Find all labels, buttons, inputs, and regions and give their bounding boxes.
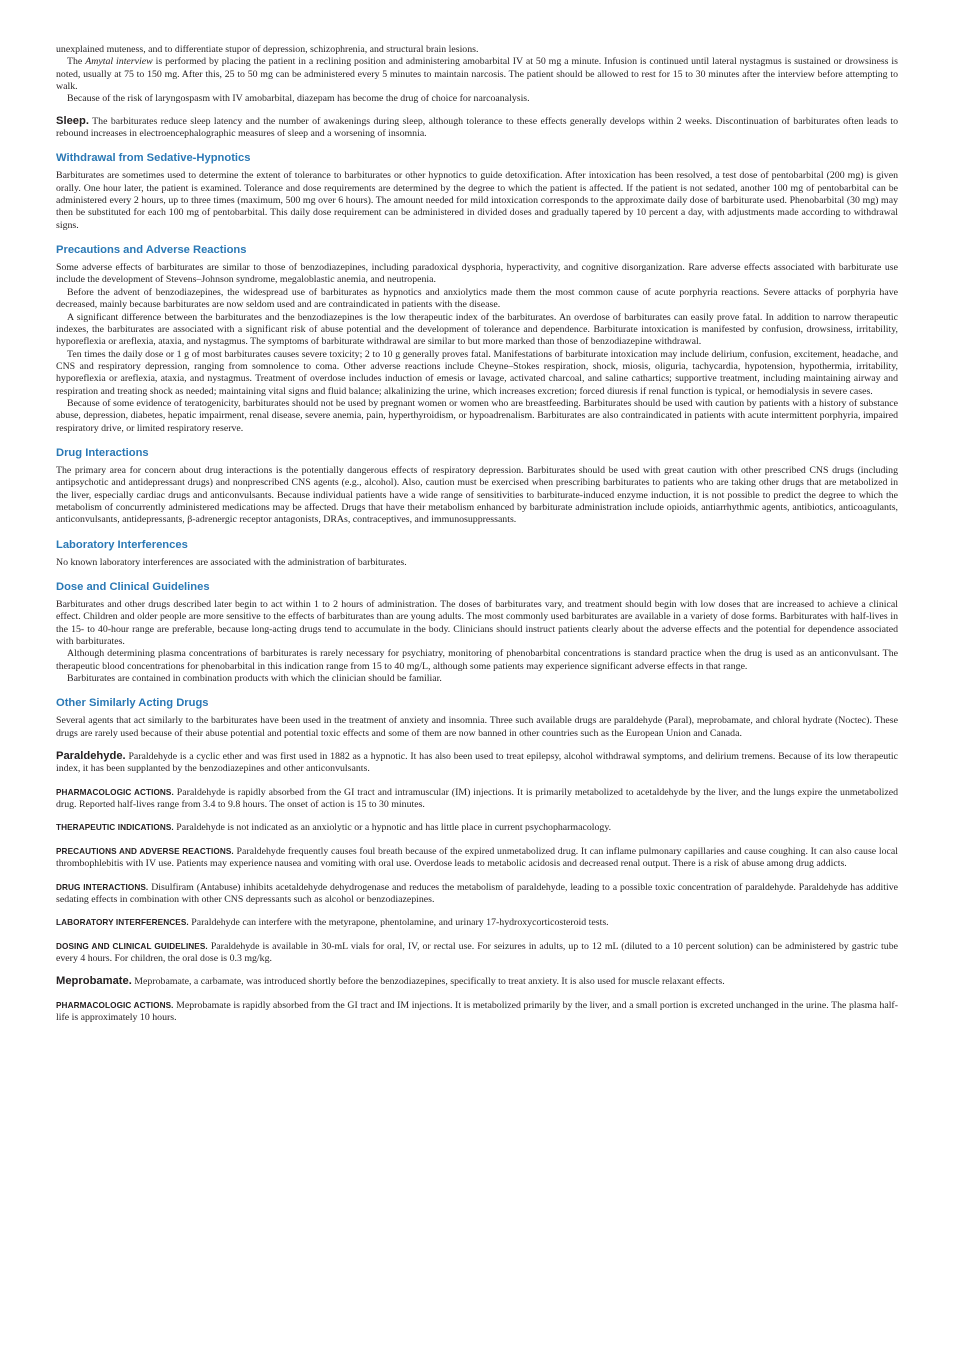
subheading: PRECAUTIONS AND ADVERSE REACTIONS. bbox=[56, 846, 234, 856]
run-in-heading-sleep: Sleep. bbox=[56, 114, 89, 127]
paragraph: Although determining plasma concentrations of barbiturates is rarely necessary for psychiatry, monitoring of phenobarbital concentrations is standard practice when the drug is used as an anticonvulsant. The therapeutic blood concentrations for phenobarbital in this indication range from 15 to 40 mg/L, although some patients may experience significant adverse effects in that range. bbox=[56, 648, 898, 672]
section-heading-drug-interactions: Drug Interactions bbox=[56, 446, 149, 459]
paraldehyde-drug-interactions bbox=[56, 882, 898, 907]
paragraph: The primary area for concern about drug interactions is the potentially dangerous effects of respiratory depression. Barbiturates should be used with great caution with other prescribed CNS drugs (including antipsychotic and antidepressant drugs) and nonprescribed CNS agents (e.g., alcohol). Also, caution must be exercised when prescribing barbiturates to patients who are taking other drugs that are metabolized in the liver, especially cardiac drugs and anticonvulsants. Because individual patients have a wide range of sensitivities to barbiturate-induced enzyme induction, it is not possible to predict the degree to which the metabolism of concurrently administered medications may be affected. Drugs that have their metabolism enhanced by barbiturate administration include opioids, antiarrhythmic agents, antibiotics, anticoagulants, anticonvulsants, antidepressants, β-adrenergic receptor antagonists, DRAs, contraceptives, and immunosuppressants. bbox=[56, 464, 898, 526]
section-heading-lab-interferences: Laboratory Interferences bbox=[56, 538, 188, 551]
subheading: PHARMACOLOGIC ACTIONS. bbox=[56, 787, 174, 797]
paragraph: No known laboratory interferences are associated with the administration of barbiturates. bbox=[56, 556, 407, 568]
section-heading-precautions: Precautions and Adverse Reactions bbox=[56, 244, 247, 257]
page-body bbox=[56, 44, 898, 1024]
paragraph-amytal-interview bbox=[56, 56, 898, 93]
paragraph: Before the advent of benzodiazepines, the widespread use of barbiturates as hypnotics and anxiolytics made them the most common cause of acute porphyria reactions. Severe attacks of porphyria have decreased, mainly because barbiturates are now seldom used and are contraindicated in patients with the disease. bbox=[56, 286, 898, 311]
paragraph: A significant difference between the barbiturates and the benzodiazepines is the low therapeutic index of the barbiturates. An overdose of barbiturates can easily prove fatal. In addition to narrow therapeutic indexes, the barbiturates are associated with a significant risk of abuse potential and the development of tolerance and dependence. Barbiturate intoxication is manifested by confusion, drowsiness, irritability, hyporeflexia or areflexia, ataxia, and nystagmus. The symptoms of barbiturate withdrawal are similar to but more marked than those of benzodiazepine withdrawal. bbox=[56, 311, 898, 348]
meprobamate-paragraph bbox=[56, 975, 898, 988]
text-run: Paraldehyde is not indicated as an anxiolytic or a hypnotic and has little place in current psychopharmacology. bbox=[173, 822, 612, 834]
section-heading-withdrawal: Withdrawal from Sedative-Hypnotics bbox=[56, 152, 251, 165]
paragraph: Several agents that act similarly to the barbiturates have been used in the treatment of anxiety and insomnia. Three such available drugs are paraldehyde (Paral), meprobamate, and chloral hydrate (Noctec). These drugs are rarely used because of their abuse potential and potential toxic effects and some of them are now banned in other countries such as the European Union and Canada. bbox=[56, 715, 898, 739]
run-in-heading-meprobamate: Meprobamate. bbox=[56, 975, 132, 988]
paragraph: Because of the risk of laryngospasm with IV amobarbital, diazepam has become the drug of choice for narcoanalysis. bbox=[67, 93, 530, 105]
paragraph: Barbiturates are contained in combination products with which the clinician should be familiar. bbox=[67, 673, 442, 685]
paragraph: Barbiturates and other drugs described later begin to act within 1 to 2 hours of administration. The doses of barbiturates vary, and treatment should begin with low doses that are increased to achieve a clinical effect. Children and older people are more sensitive to the effects of barbiturates than are young adults. The most commonly used barbiturates are available in a variety of dose forms. Barbiturates with half-lives in the 15- to 40-hour range are preferable, because long-acting drugs tend to accumulate in the body. Clinicians should instruct patients clearly about the adverse effects and the potential for dependence associated with barbiturates. bbox=[56, 599, 898, 648]
text-run: Paraldehyde is a cyclic ether and was first used in 1882 as a hypnotic. It has also been used to treat epilepsy, alcohol withdrawal symptoms, and delirium tremens. Because of its low therapeutic index, it has been supplanted by the benzodiazepines and other anticonvulsants. bbox=[56, 751, 898, 775]
paraldehyde-pharmacologic-actions bbox=[56, 787, 898, 812]
text-run: Paraldehyde is available in 30-mL vials for oral, IV, or rectal use. For seizures in adults, up to 12 mL (diluted to a 10 percent solution) can be administered by gastric tube every 4 hours. For children, the oral dose is 0.3 mg/kg. bbox=[56, 940, 898, 964]
meprobamate-pharmacologic-actions bbox=[56, 1000, 898, 1025]
text-run: Meprobamate is rapidly absorbed from the GI tract and IM injections. It is metabolized primarily by the liver, and a small portion is excreted unchanged in the urine. The plasma half-life is approximately 10 hours. bbox=[56, 999, 898, 1023]
section-heading-other-drugs: Other Similarly Acting Drugs bbox=[56, 697, 209, 710]
paraldehyde-paragraph bbox=[56, 750, 898, 776]
subheading: DOSING AND CLINICAL GUIDELINES. bbox=[56, 941, 208, 951]
subheading: LABORATORY INTERFERENCES. bbox=[56, 918, 189, 928]
text-run: Disulfiram (Antabuse) inhibits acetaldehyde dehydrogenase and reduces the metabolism of paraldehyde, leading to a possible toxic concentration of paraldehyde. Paraldehyde has additive sedating effects in combination with other CNS depressants such as alcohol or benzodiazepines. bbox=[56, 881, 898, 905]
italic-term: Amytal interview bbox=[85, 56, 153, 68]
text-run: is performed by placing the patient in a reclining position and administering amobarbital IV at 50 mg a minute. Infusion is continued until lateral nystagmus is sustained or drowsiness is noted, usually at 75 to 150 mg. After this, 25 to 50 mg can be administered every 5 minutes to maintain narcosis. The patient should be allowed to rest for 15 to 30 minutes after the interview before attempting to walk. bbox=[56, 56, 898, 93]
paraldehyde-lab-interferences bbox=[56, 917, 898, 929]
subheading: DRUG INTERACTIONS. bbox=[56, 882, 149, 892]
paragraph: Because of some evidence of teratogenicity, barbiturates should not be used by pregnant women or women who are breastfeeding. Barbiturates should be used with caution by patients with a history of substance abuse, depression, diabetes, hepatic impairment, renal disease, severe anemia, pain, hyperthyroidism, or hypoadrenalism. Barbiturates are also contraindicated in patients with acute intermittent porphyria, impaired respiratory drive, or limited respiratory reserve. bbox=[56, 397, 898, 434]
paragraph: Some adverse effects of barbiturates are similar to those of benzodiazepines, including paradoxical dysphoria, hyperactivity, and cognitive disorganization. Rare adverse effects associated with barbiturate use include the development of Stevens–Johnson syndrome, megaloblastic anemia, and neutropenia. bbox=[56, 262, 898, 286]
subheading: THERAPEUTIC INDICATIONS. bbox=[56, 823, 174, 833]
text-run: Meprobamate, a carbamate, was introduced shortly before the benzodiazepines, specifically to treat anxiety. It is also used for muscle relaxant effects. bbox=[131, 976, 725, 988]
paragraph: Ten times the daily dose or 1 g of most barbiturates causes severe toxicity; 2 to 10 g generally proves fatal. Manifestations of barbiturate intoxication may include delirium, confusion, excitement, headache, and CNS and respiratory depression, ranging from somnolence to coma. Other adverse reactions include Cheyne–Stokes respiration, shock, miosis, oliguria, tachycardia, hypotension, hypothermia, irritability, hyporeflexia or areflexia, ataxia, and nystagmus. Treatment of overdose includes induction of emesis or lavage, activated charcoal, and saline cathartics; supportive treatment, including maintaining airway and respiration and treating shock as needed; maintaining vital signs and fluid balance; alkalinizing the urine, which increases excretion; forced diuresis if renal function is typical, or hemodialysis in severe cases. bbox=[56, 348, 898, 397]
paragraph: Barbiturates are sometimes used to determine the extent of tolerance to barbiturates or other hypnotics to guide detoxification. After intoxication has been resolved, a test dose of pentobarbital (200 mg) is given orally. One hour later, the patient is examined. Tolerance and dose requirements are determined by the degree to which the patient is affected. If the patient is not sedated, another 100 mg of pentobarbital can be administered every 2 hours, up to three times (maximum, 500 mg over 6 hours). The amount needed for mild intoxication corresponds to the approximate daily dose of barbiturate used. Phenobarbital (30 mg) may then be substituted for each 100 mg of pentobarbital. This daily dose requirement can be administered in divided doses and gradually tapered by 10 percent a day, with adjustments made according to withdrawal signs. bbox=[56, 170, 898, 231]
paraldehyde-therapeutic-indications bbox=[56, 822, 898, 834]
paraldehyde-dosing bbox=[56, 941, 898, 966]
sleep-paragraph bbox=[56, 115, 898, 141]
paragraph: unexplained muteness, and to differentiate stupor of depression, schizophrenia, and structural brain lesions. bbox=[56, 44, 479, 55]
text-run: The barbiturates reduce sleep latency and the number of awakenings during sleep, although tolerance to these effects generally develops within 2 weeks. Discontinuation of barbiturates often leads to rebound increases in electroencephalographic measures of sleep and a worsening of insomnia. bbox=[56, 115, 898, 140]
section-heading-dose: Dose and Clinical Guidelines bbox=[56, 581, 210, 593]
run-in-heading-paraldehyde: Paraldehyde. bbox=[56, 750, 126, 763]
text-run: Paraldehyde frequently causes foul breath because of the expired unmetabolized drug. It can inflame pulmonary capillaries and cause coughing. It can also cause local thrombophlebitis with IV use. Patients may experience nausea and vomiting with oral use. Overdose leads to metabolic acidosis and decreased renal output. There is a risk of abuse among drug addicts. bbox=[56, 845, 898, 870]
text-run: The bbox=[67, 56, 86, 68]
subheading: PHARMACOLOGIC ACTIONS. bbox=[56, 1000, 174, 1010]
paraldehyde-precautions bbox=[56, 846, 898, 871]
text-run: Paraldehyde is rapidly absorbed from the GI tract and intramuscular (IM) injections. It is primarily metabolized to acetaldehyde by the liver, and the lungs expire the unmetabolized drug. Reported half-lives range from 3.4 to 9.8 hours. The onset of action is 15 to 30 minutes. bbox=[56, 786, 898, 811]
text-run: Paraldehyde can interfere with the metyrapone, phentolamine, and urinary 17-hydroxycorticosteroid tests. bbox=[188, 917, 609, 929]
